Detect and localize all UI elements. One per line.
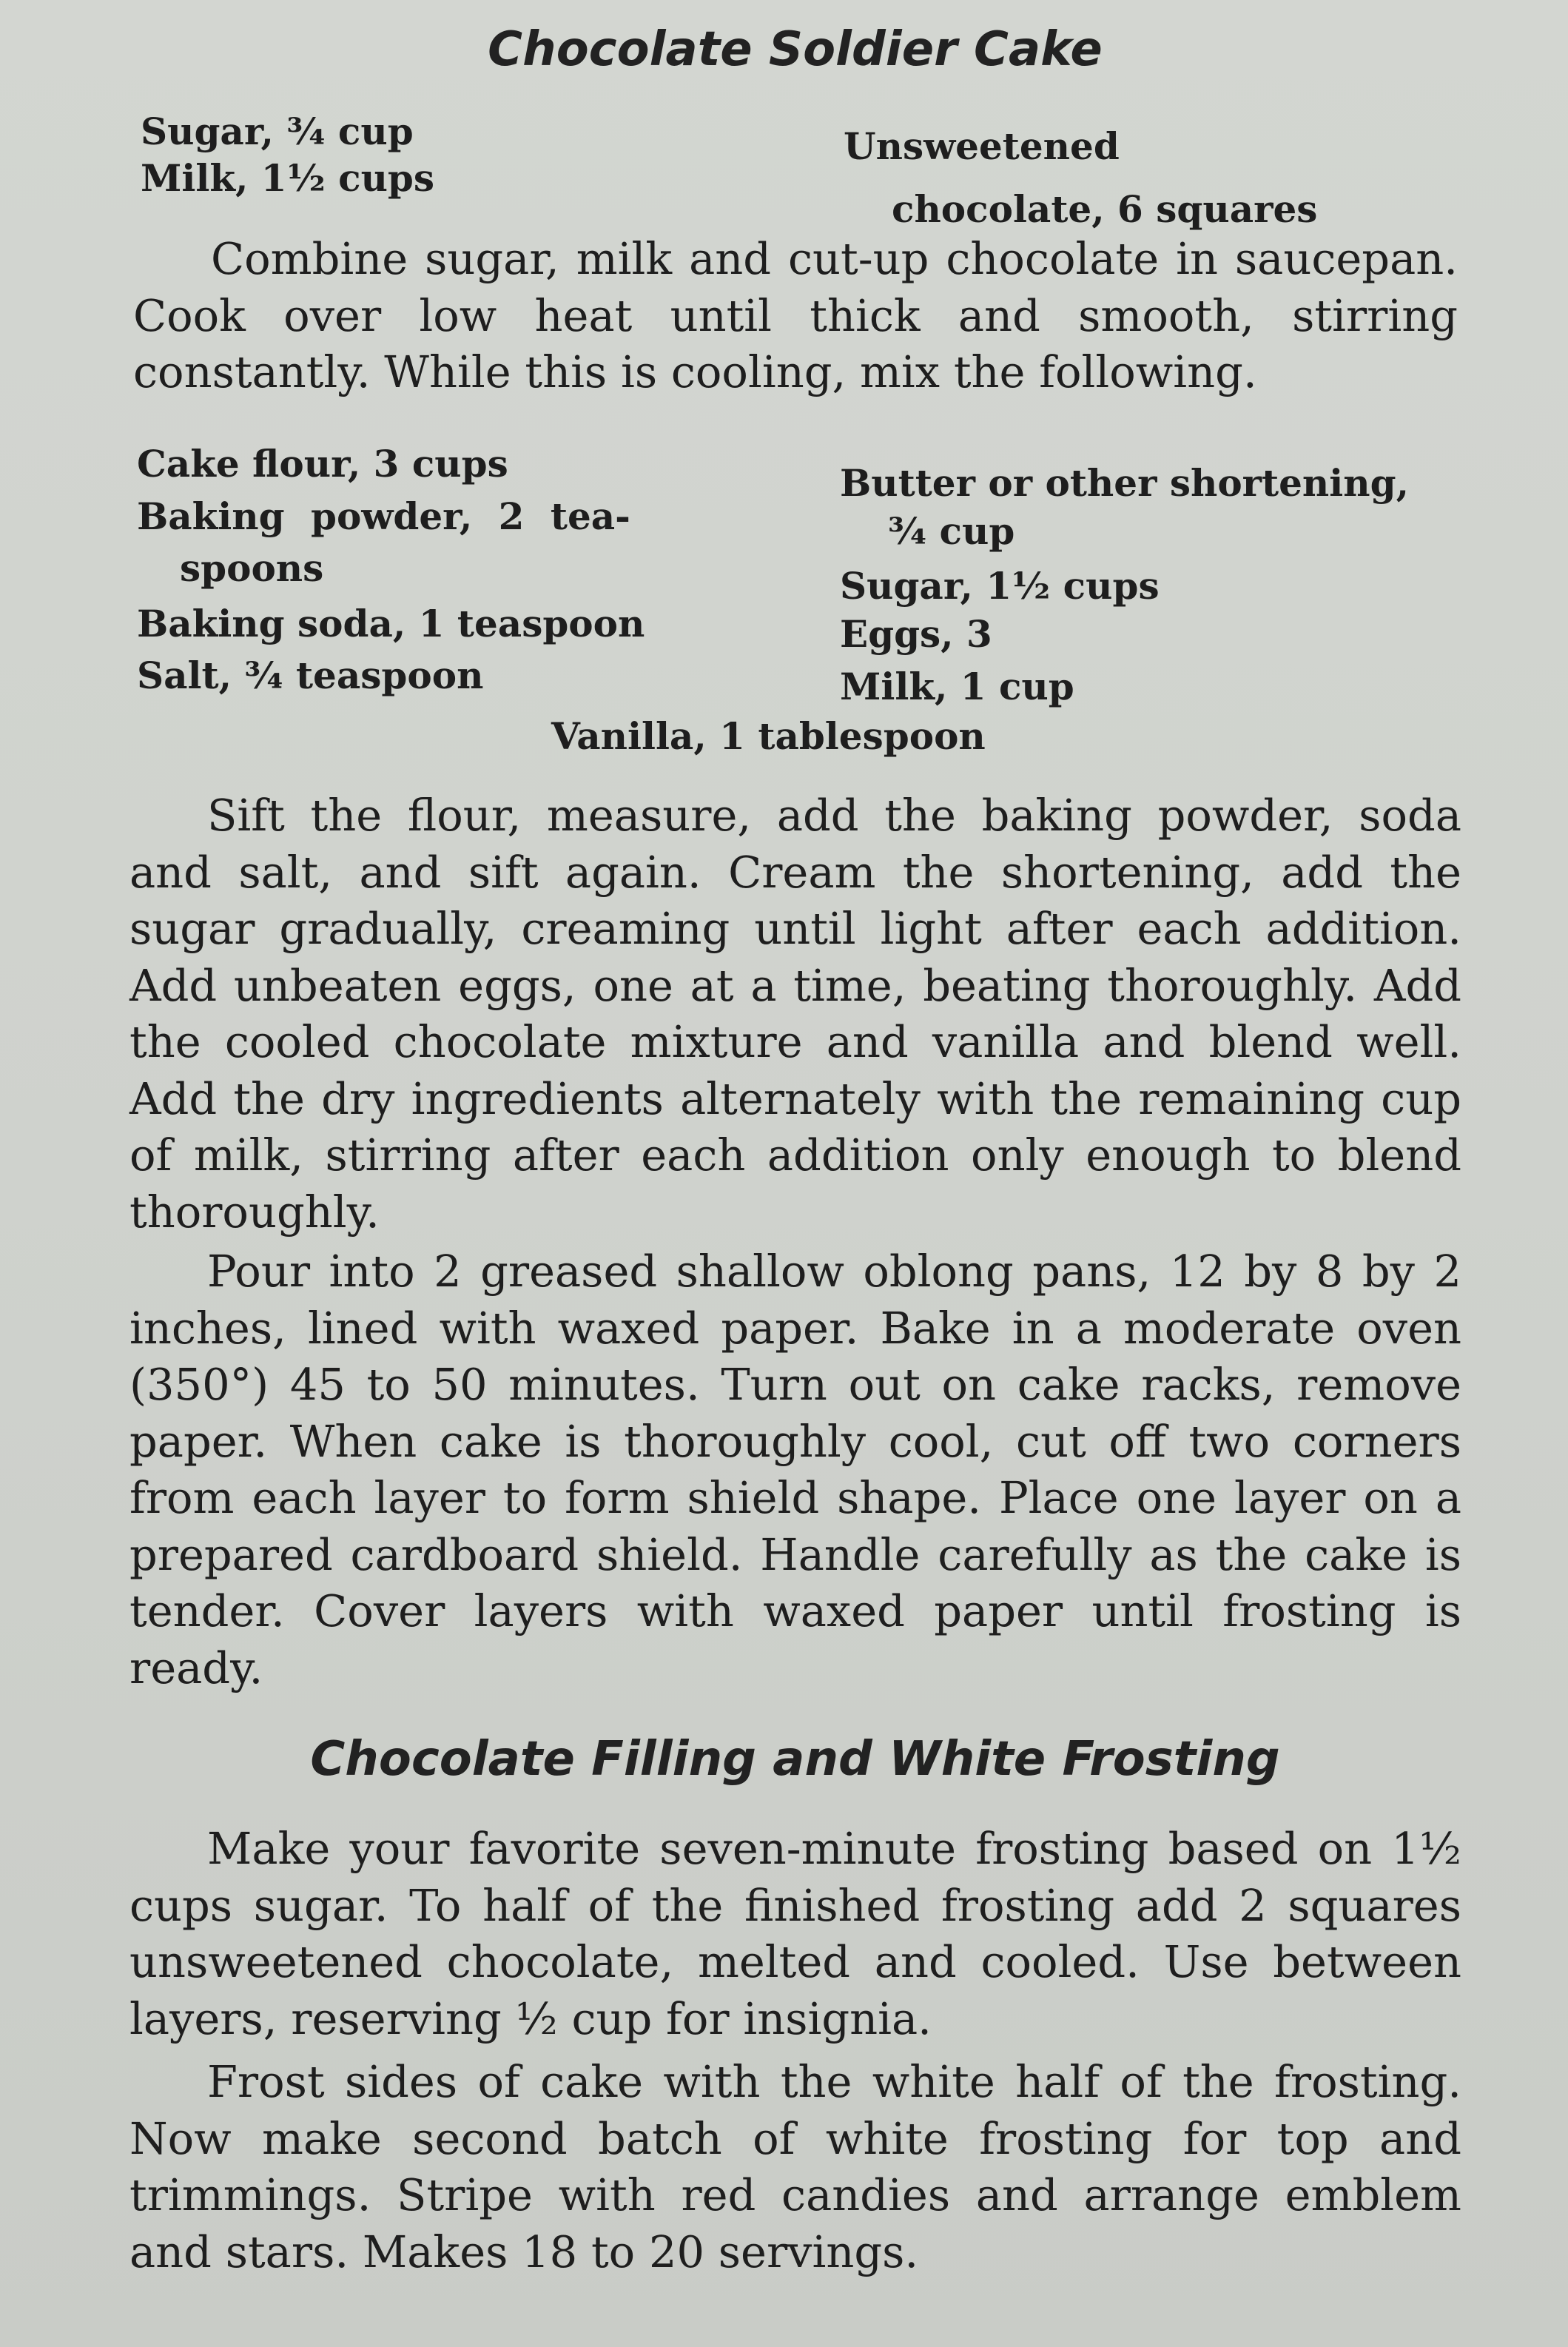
paragraph-text: Pour into 2 greased shallow oblong pans, 12 by 8 by 2 inches, lined with waxed paper. Bake in a moderate oven (350°) 45 to 50 minutes. Turn out on cake racks, remove paper. When cake is thoroughly cool, cut off two corners from each layer to form shield shape. Place one layer on a prepared cardboard shield. Handle carefully as the cake is tender. Cover layers with waxed paper until frosting is ready. xyxy=(129,1246,1461,1693)
ingredient-item: Salt, ¾ teaspoon xyxy=(137,654,484,697)
section-title: Chocolate Filling and White Frosting xyxy=(310,1732,1280,1787)
instruction-paragraph xyxy=(129,788,1461,1240)
ingredient-item: Butter or other shortening, xyxy=(840,461,1409,505)
ingredient-item: Baking powder, 2 tea- xyxy=(137,494,630,538)
ingredient-item: Baking soda, 1 teaspoon xyxy=(137,602,645,645)
ingredient-item: chocolate, 6 squares xyxy=(892,187,1318,231)
ingredient-item: Eggs, 3 xyxy=(840,612,992,656)
recipe-title: Chocolate Soldier Cake xyxy=(488,22,1103,77)
instruction-paragraph xyxy=(129,1243,1461,1696)
paragraph-text: Combine sugar, milk and cut-up chocolate in saucepan. Cook over low heat until thick and smooth, stirring constantly. While this is cooling, mix the following. xyxy=(133,233,1458,397)
ingredient-item: ¾ cup xyxy=(888,509,1015,553)
paragraph-text: Frost sides of cake with the white half of the frosting. Now make second batch of white frosting for top and trimmings. Stripe with red candies and arrange emblem and stars. Makes 18 to 20 servings. xyxy=(129,2056,1461,2277)
paragraph-text: Sift the flour, measure, add the baking powder, soda and salt, and sift again. Cream the shortening, add the sugar gradually, creaming until light after each addition. Add unbeaten eggs, one at a time, beating thoroughly. Add the cooled chocolate mixture and vanilla and blend well. Add the dry ingredients alternately with the remaining cup of milk, stirring after each addition only enough to blend thoroughly. xyxy=(129,790,1461,1238)
ingredient-item: Milk, 1 cup xyxy=(840,665,1074,708)
instruction-paragraph xyxy=(129,2054,1461,2280)
ingredient-item: Sugar, 1½ cups xyxy=(840,564,1160,608)
paragraph-text: Make your favorite seven-minute frosting based on 1½ cups sugar. To half of the finished frosting add 2 squares unsweetened chocolate, melted and cooled. Use between layers, reserving ½ cup for insignia. xyxy=(129,1823,1461,2044)
instruction-paragraph xyxy=(129,1821,1461,2047)
ingredient-item: Cake flour, 3 cups xyxy=(137,442,508,486)
ingredient-item: spoons xyxy=(180,546,324,590)
ingredient-item: Sugar, ¾ cup xyxy=(141,110,414,153)
instruction-paragraph xyxy=(133,231,1458,401)
ingredient-item: Vanilla, 1 tablespoon xyxy=(551,714,986,758)
ingredient-item: Milk, 1½ cups xyxy=(141,156,435,200)
ingredient-item: Unsweetened xyxy=(844,124,1120,168)
